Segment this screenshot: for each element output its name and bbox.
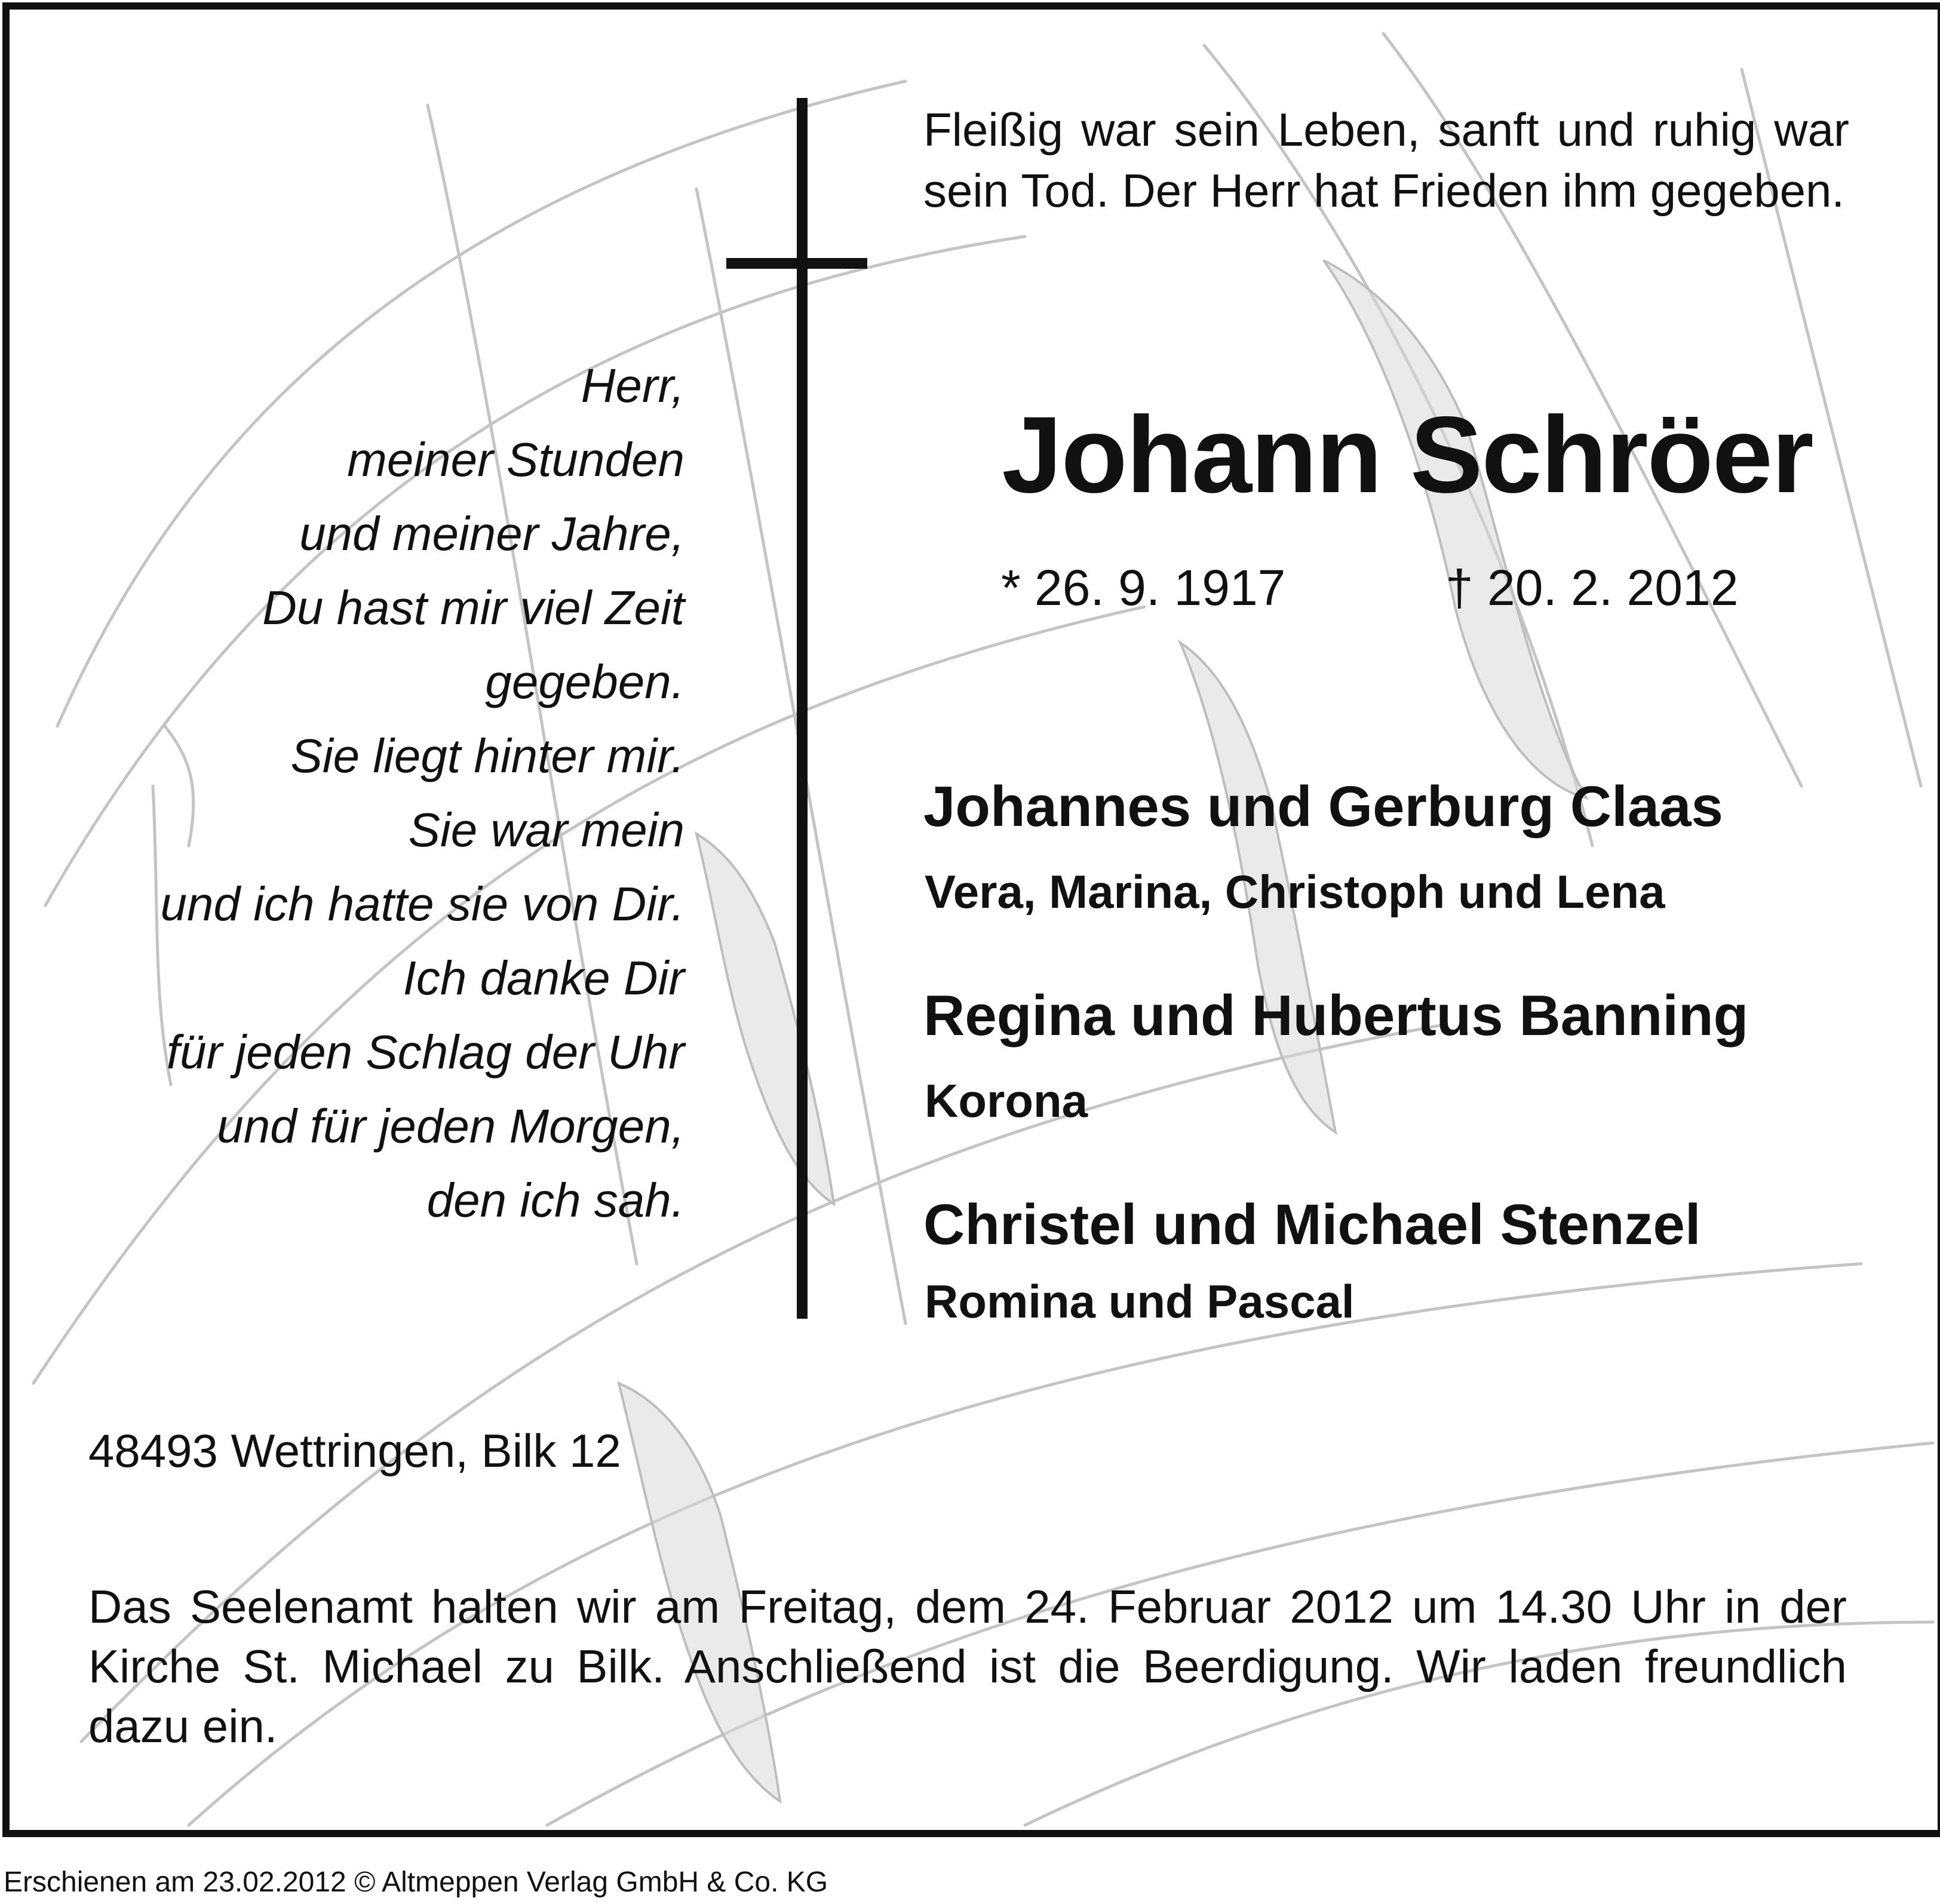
family-heading: Regina und Hubertus Banning — [923, 984, 1749, 1048]
family-children: Vera, Marina, Christoph und Lena — [925, 865, 1665, 918]
family-heading: Christel und Michael Stenzel — [923, 1193, 1701, 1257]
motto-text: Fleißig war sein Leben, sanft und ruhig war sein Tod. Der Herr hat Frieden ihm gegeben. — [923, 103, 1849, 217]
poem-line: und meiner Jahre, — [299, 507, 684, 560]
birth-date: * 26. 9. 1917 — [1001, 560, 1286, 616]
address: 48493 Wettringen, Bilk 12 — [88, 1424, 621, 1477]
poem-line: den ich sah. — [426, 1174, 684, 1227]
poem-line: für jeden Schlag der Uhr — [166, 1025, 684, 1079]
poem-line: und für jeden Morgen, — [217, 1100, 684, 1153]
poem-line: gegeben. — [485, 655, 684, 708]
poem-line: Ich danke Dir — [403, 951, 684, 1005]
service-notice: Das Seelenamt halten wir am Freitag, dem 24. Februar 2012 um 14.30 Uhr in der Kirche St. Michael zu Bilk. Anschließend ist die Beerdigung. Wir laden freundlich dazu ein. — [88, 1580, 1847, 1752]
death-date: † 20. 2. 2012 — [1445, 560, 1739, 616]
publication-footer: Erschienen am 23.02.2012 © Altmeppen Verlag GmbH & Co. KG — [4, 1866, 828, 1898]
poem-line: und ich hatte sie von Dir. — [160, 877, 684, 930]
poem-line: Du hast mir viel Zeit — [262, 581, 684, 634]
poem-line: Sie war mein — [408, 803, 684, 856]
poem — [69, 349, 684, 1237]
family-children: Korona — [925, 1074, 1088, 1127]
family-children: Romina und Pascal — [925, 1275, 1355, 1328]
cross-symbol-vertical — [797, 98, 808, 1319]
cross-symbol-horizontal — [726, 258, 867, 269]
obituary-notice — [2, 2, 1940, 1837]
poem-line: Sie liegt hinter mir. — [290, 729, 684, 782]
poem-line: meiner Stunden — [347, 433, 684, 486]
deceased-name: Johann Schröer — [1002, 394, 1813, 515]
poem-line: Herr, — [581, 359, 684, 412]
family-heading: Johannes und Gerburg Claas — [923, 775, 1723, 839]
